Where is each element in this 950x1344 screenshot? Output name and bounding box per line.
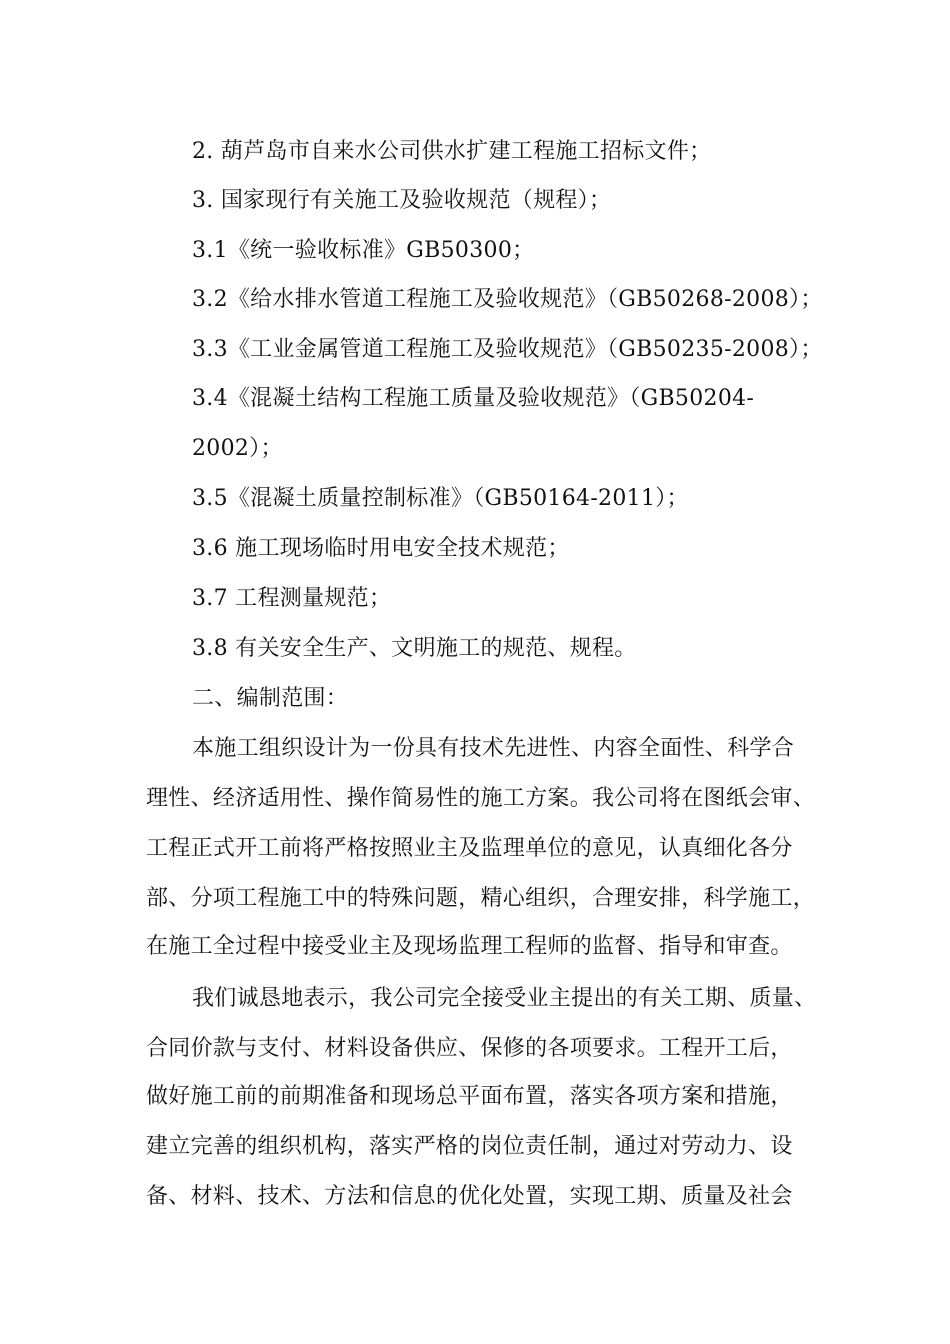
text-line: 3. 国家现行有关施工及验收规范（规程）； bbox=[192, 188, 612, 213]
text-line: 在施工全过程中接受业主及现场监理工程师的监督、指导和审查。 bbox=[146, 934, 793, 959]
text-line: 3.4《混凝土结构工程施工质量及验收规范》（GB50204- bbox=[192, 386, 755, 411]
text-line: 本施工组织设计为一份具有技术先进性、内容全面性、科学合 bbox=[192, 736, 795, 761]
text-line: 3.1《统一验收标准》GB50300； bbox=[192, 238, 535, 263]
text-line: 3.5《混凝土质量控制标准》（GB50164-2011）； bbox=[192, 486, 689, 511]
text-line: 我们诚恳地表示，我公司完全接受业主提出的有关工期、质量、 bbox=[192, 986, 817, 1011]
text-line: 部、分项工程施工中的特殊问题，精心组织，合理安排，科学施工， bbox=[146, 886, 816, 911]
text-line: 理性、经济适用性、操作简易性的施工方案。我公司将在图纸会审、 bbox=[146, 786, 816, 811]
text-line: 3.8 有关安全生产、文明施工的规范、规程。 bbox=[192, 636, 637, 661]
text-line: 工程正式开工前将严格按照业主及监理单位的意见，认真细化各分 bbox=[146, 836, 793, 861]
text-line: 建立完善的组织机构，落实严格的岗位责任制，通过对劳动力、设 bbox=[146, 1134, 793, 1159]
text-line: 做好施工前的前期准备和现场总平面布置，落实各项方案和措施， bbox=[146, 1084, 793, 1109]
text-line: 备、材料、技术、方法和信息的优化处置，实现工期、质量及社会 bbox=[146, 1184, 793, 1209]
text-line: 2002）； bbox=[192, 436, 283, 461]
text-line: 2. 葫芦岛市自来水公司供水扩建工程施工招标文件； bbox=[192, 139, 712, 164]
section-heading: 二、编制范围： bbox=[192, 686, 349, 711]
text-line: 3.2《给水排水管道工程施工及验收规范》（GB50268-2008）； bbox=[192, 287, 823, 312]
text-line: 3.3《工业金属管道工程施工及验收规范》（GB50235-2008）； bbox=[192, 337, 823, 362]
text-line: 3.6 施工现场临时用电安全技术规范； bbox=[192, 536, 570, 561]
text-line: 合同价款与支付、材料设备供应、保修的各项要求。工程开工后， bbox=[146, 1036, 793, 1061]
text-line: 3.7 工程测量规范； bbox=[192, 586, 392, 611]
